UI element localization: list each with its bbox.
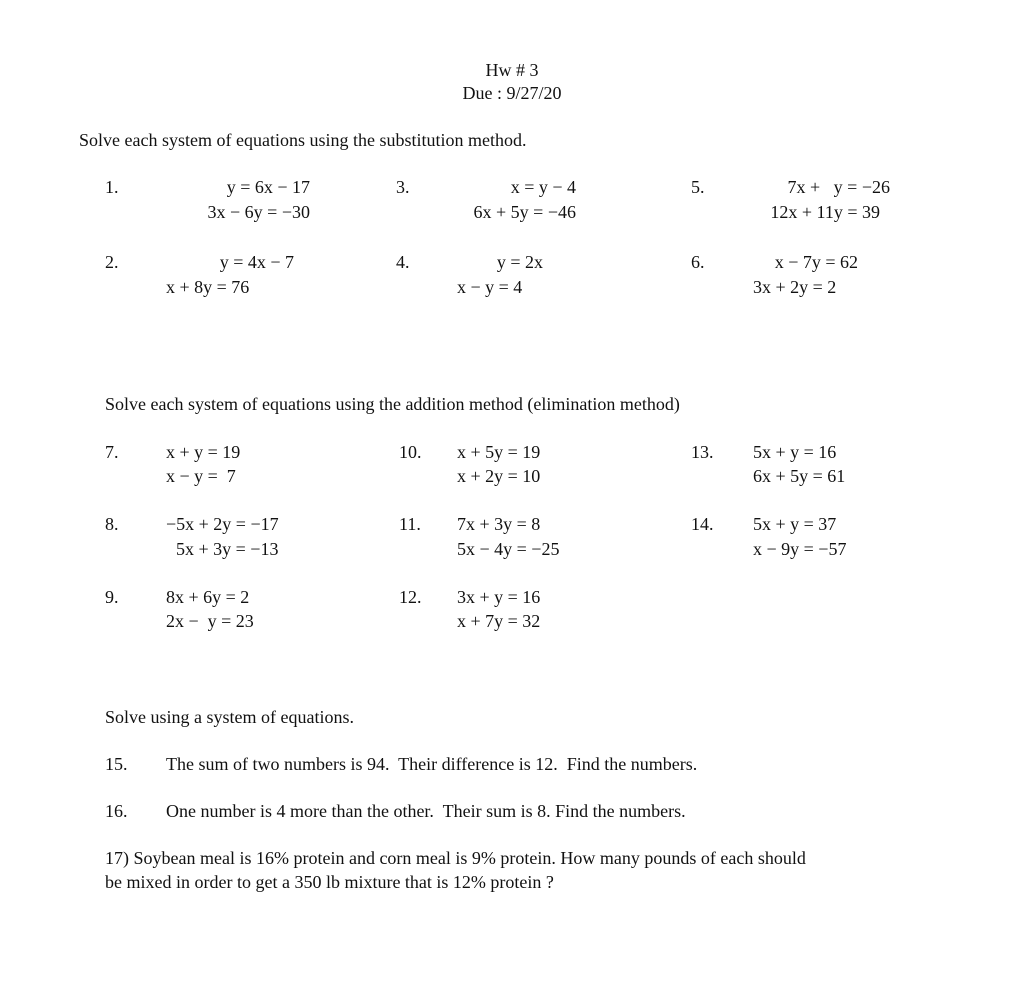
equation: 12x + 11y = 39 xyxy=(770,202,880,222)
due-date: Due : 9/27/20 xyxy=(462,83,562,103)
problem-number: 6. xyxy=(691,252,705,272)
equation: 6x + 5y = 61 xyxy=(753,466,846,486)
equation: x + 7y = 32 xyxy=(457,611,541,631)
problem-number: 5. xyxy=(691,177,705,197)
equation: 5x + y = 37 xyxy=(753,514,837,534)
problem-number: 7. xyxy=(105,442,119,462)
problem-number: 11. xyxy=(399,514,421,534)
problem-number: 8. xyxy=(105,514,119,534)
equation: 5x + y = 16 xyxy=(753,442,837,462)
problem-number: 1. xyxy=(105,177,119,197)
equation: y = 2x xyxy=(496,252,543,272)
equation: x − y = 4 xyxy=(457,277,523,297)
equation: 2x − y = 23 xyxy=(166,611,254,631)
equation: −5x + 2y = −17 xyxy=(166,514,279,534)
equation: x = y − 4 xyxy=(510,177,576,197)
section3-instruction: Solve using a system of equations. xyxy=(105,707,354,727)
equation: 7x + 3y = 8 xyxy=(457,514,541,534)
problem-number: 14. xyxy=(691,514,714,534)
section2-instruction: Solve each system of equations using the addition method (elimination method) xyxy=(105,394,680,414)
problem-number: 4. xyxy=(396,252,410,272)
section1-instruction: Solve each system of equations using the substitution method. xyxy=(79,130,527,150)
equation: 8x + 6y = 2 xyxy=(166,587,250,607)
problem-number: 12. xyxy=(399,587,422,607)
equation: 3x + 2y = 2 xyxy=(753,277,837,297)
equation: 3x + y = 16 xyxy=(457,587,541,607)
equation: x + y = 19 xyxy=(166,442,241,462)
page-title: Hw # 3 xyxy=(485,60,539,80)
equation: 6x + 5y = −46 xyxy=(473,202,576,222)
problem-number: 13. xyxy=(691,442,714,462)
equation: y = 6x − 17 xyxy=(226,177,310,197)
problem-number: 3. xyxy=(396,177,410,197)
equation: x + 5y = 19 xyxy=(457,442,541,462)
problem-number: 2. xyxy=(105,252,119,272)
equation: y = 4x − 7 xyxy=(219,252,294,272)
equation: x − 7y = 62 xyxy=(774,252,858,272)
word-problem: The sum of two numbers is 94. Their difference is 12. Find the numbers. xyxy=(166,754,698,774)
equation: x − 9y = −57 xyxy=(753,539,847,559)
problem-number: 9. xyxy=(105,587,119,607)
equation: 5x + 3y = −13 xyxy=(176,539,279,559)
equation: 5x − 4y = −25 xyxy=(457,539,560,559)
equation: x + 8y = 76 xyxy=(166,277,250,297)
problem-number: 16. xyxy=(105,801,128,821)
equation: x + 2y = 10 xyxy=(457,466,541,486)
word-problem-17-line2: be mixed in order to get a 350 lb mixture that is 12% protein ? xyxy=(105,872,554,892)
equation: 3x − 6y = −30 xyxy=(207,202,310,222)
equation: x − y = 7 xyxy=(166,466,236,486)
problem-number: 10. xyxy=(399,442,422,462)
equation: 7x + y = −26 xyxy=(787,177,890,197)
problem-number: 15. xyxy=(105,754,128,774)
word-problem-17-line1: 17) Soybean meal is 16% protein and corn meal is 9% protein. How many pounds of each should xyxy=(105,848,806,868)
word-problem: One number is 4 more than the other. Their sum is 8. Find the numbers. xyxy=(166,801,686,821)
